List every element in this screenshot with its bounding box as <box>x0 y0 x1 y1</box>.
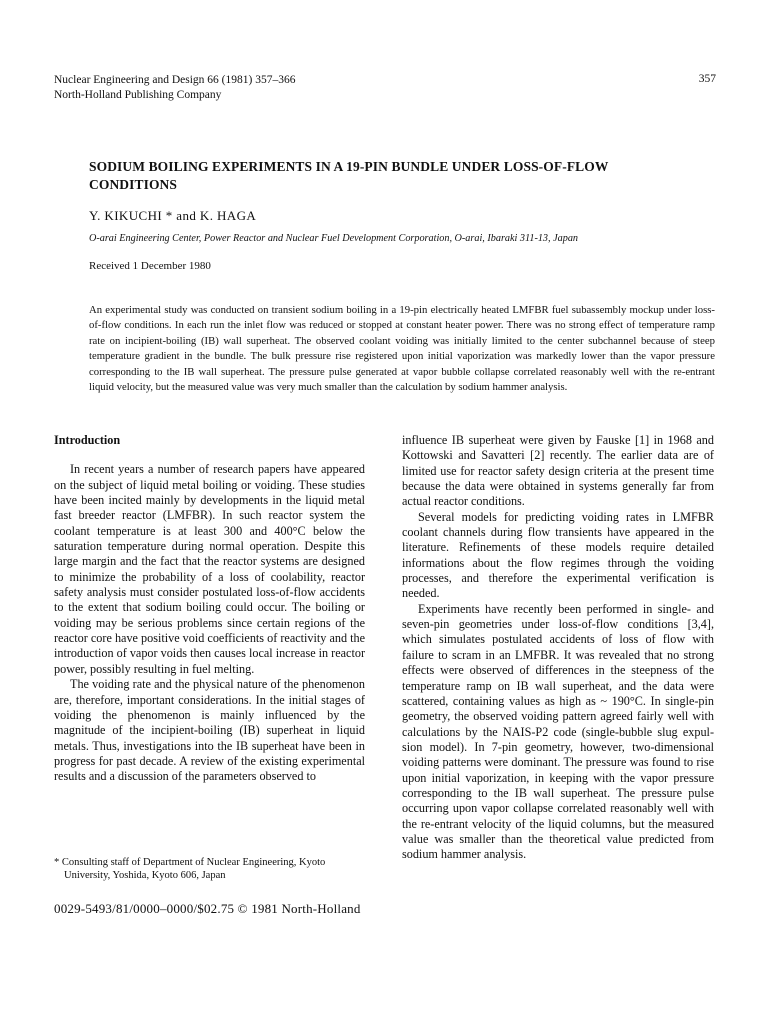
body-paragraph-continued: influence IB superheat were given by Fauske [1] in 1968 and Kottowski and Savatteri [2] recently. The earlier data are of limited use for reactor safety design criteria at the present time because the data were obtained in systems generally far from actual reactor conditions. <box>402 433 714 509</box>
article-title: SODIUM BOILING EXPERIMENTS IN A 19-PIN BUNDLE UNDER LOSS-OF-FLOW CONDITIONS <box>89 159 609 192</box>
footnote <box>54 856 367 882</box>
body-paragraph: Experiments have recently been performed in single- and seven-pin geometries under loss-of-flow conditions [3,4], which simulates postulated accidents of loss of flow with failure to scram in an LMFBR. It was revealed that no strong effects were observed of differences in the steepness of the temperature ramp on IB wall superheat, and the data were scattered, containing values as high as ~ 190°C. In single-pin geometry, the observed voiding pattern agreed fairly well with calculations by the NAIS-P2 code (single-bubble slug expulsion model). In 7-pin geometry, however, two-dimensional voiding patterns were dominant. The pressure was found to rise upon initial vaporization, in keeping with the vapor pressure corresponding to the IB wall superheat. The pressure pulse occurring upon vapor collapse correlated reasonably well with the re-entrant velocity of the liquid columns, but the measured value was smaller than the theoretical value predicted from sodium hammer analysis. <box>402 601 714 862</box>
abstract: An experimental study was conducted on transient sodium boiling in a 19-pin electrically heated LMFBR fuel subassembly mockup under loss-of-flow conditions. In each run the inlet flow was reduced or stopped at constant heater power. There was no strong effect of temperature ramp rate on incipient-boiling (IB) wall superheat. The observed coolant voiding was initially limited to the center subchannel because of steep temperature gradient in the bundle. The bulk pressure rise registered upon initial vaporization was markedly lower than the vapor pressure corresponding to the IB wall superheat. The pressure pulse generated at vapor bubble collapse correlated reasonably well with the re-entrant liquid velocity, but the measured value was very much smaller than the calculation by sodium hammer analysis. <box>89 304 715 394</box>
copyright-line: 0029-5493/81/0000–0000/$02.75 © 1981 North-Holland <box>54 901 361 916</box>
publisher: North-Holland Publishing Company <box>54 89 222 101</box>
body-paragraph: In recent years a number of research papers have appeared on the subject of liquid metal boiling or voiding. These studies have been incited mainly by developments in the liquid metal fast breeder reactor (LMFBR). In such reactor system the coolant temperature is at least 300 and 400°C below the saturation temperature during normal operation. Despite this large margin and the fact that the reactor systems are designed to minimize the probability of a loss of coolability, reactor safety analysis must consider postulated loss-of-flow accidents to the extent that sodium boiling could occur. The boiling or voiding may be serious problems since certain regions of the reactor core have positive void coefficients of reactivity and the introduction of vapor voids then causes local increase in reactor power, possibly resulting in fuel melting. <box>54 462 366 676</box>
page-number: 357 <box>698 73 716 85</box>
article-authors: Y. KIKUCHI * and K. HAGA <box>89 208 257 223</box>
body-paragraph: Several models for predicting voiding rates in LMFBR coolant channels during flow transients have appeared in the literature. Refinements of these models require detailed informations about the flow regimes through the voiding processes, and therefore the experimental verification is needed. <box>402 509 714 601</box>
journal-name-volume: Nuclear Engineering and Design 66 (1981) 357–366 <box>54 74 296 86</box>
received-date: Received 1 December 1980 <box>89 260 211 272</box>
body-column-right <box>402 433 714 863</box>
body-column-left <box>54 433 365 785</box>
journal-citation <box>54 73 295 103</box>
footnote-text: * Consulting staff of Department of Nuclear Engineering, Kyoto University, Yoshida, Kyoto 606, Japan <box>54 857 326 881</box>
body-paragraph: The voiding rate and the physical nature of the phenomenon are, therefore, important considerations. In the initial stages of voiding the phenomenon is mainly influenced by the magnitude of the incipient-boiling (IB) superheat in liquid metals. Thus, investigations into the IB superheat have been in progress for past decade. A review of the existing experimental results and a discussion of the parameters observed to <box>54 677 365 784</box>
author-affiliation: O-arai Engineering Center, Power Reactor and Nuclear Fuel Development Corporation, O-arai, Ibaraki 311-13, Japan <box>89 233 579 244</box>
section-heading: Introduction <box>54 433 121 447</box>
